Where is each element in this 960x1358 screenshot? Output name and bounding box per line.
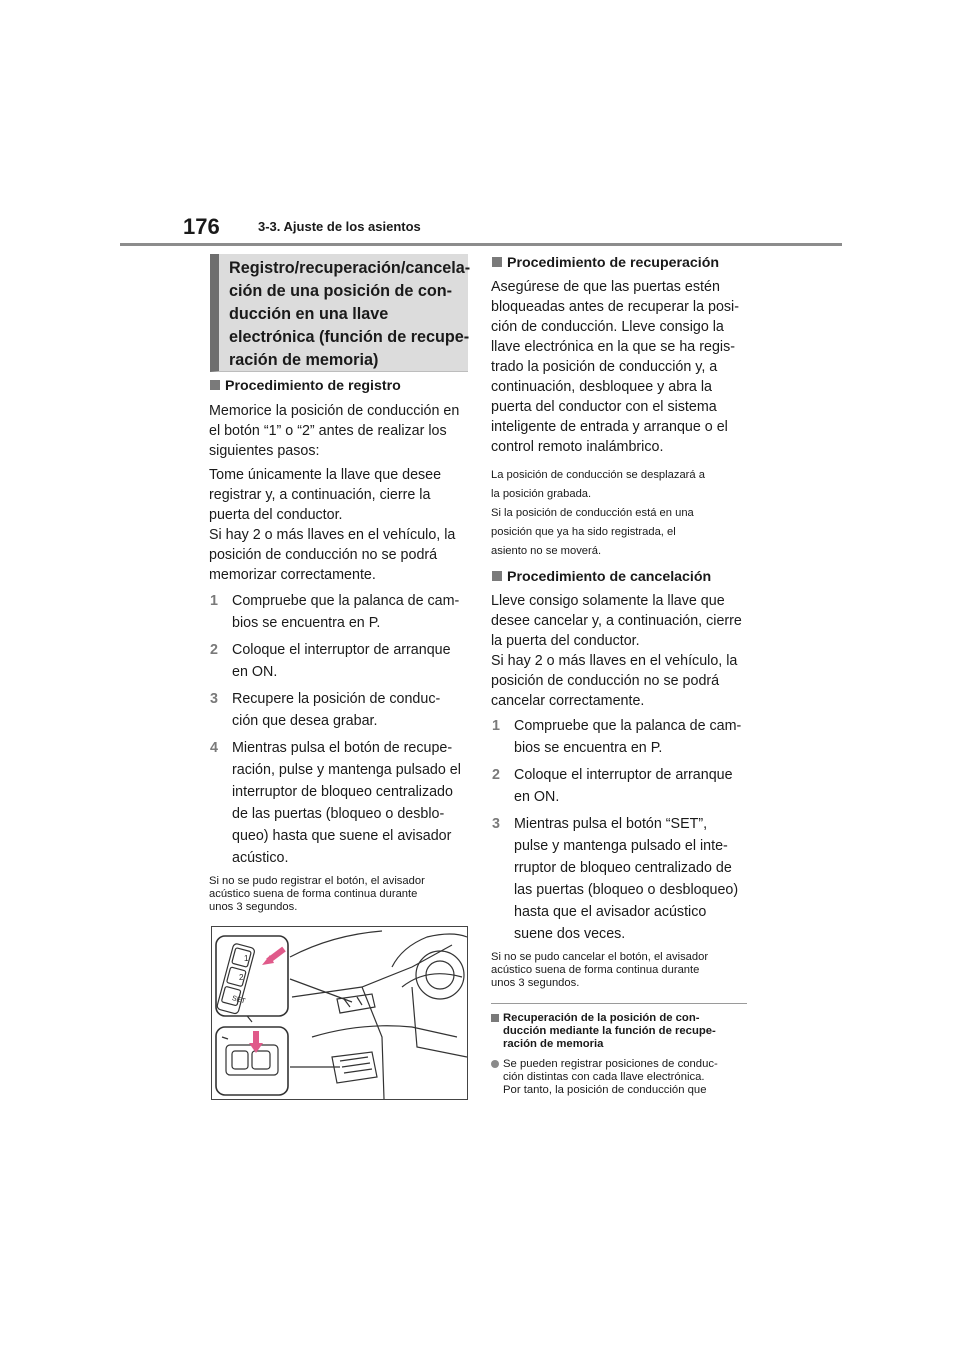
button-label-2: 2: [239, 973, 244, 982]
step-number: 3: [210, 691, 218, 707]
text-line: ducción mediante la función de recupe-: [503, 1025, 716, 1037]
step-number: 2: [210, 642, 218, 658]
text-line: acústico.: [232, 850, 289, 866]
text-line: siguientes pasos:: [209, 443, 320, 459]
text-line: en ON.: [514, 789, 560, 805]
text-line: Coloque el interruptor de arranque: [232, 642, 451, 658]
button-label-set: SET: [231, 995, 247, 1006]
heading-line: ción de una posición de con-: [229, 282, 453, 300]
text-line: Recuperación de la posición de con-: [503, 1012, 700, 1024]
recuperacion-title: Procedimiento de recuperación: [507, 255, 720, 271]
square-bullet-icon: [492, 571, 502, 581]
step-number: 4: [210, 740, 218, 756]
text-line: el botón “1” o “2” antes de realizar los: [209, 423, 447, 439]
registro-paragraph-2: [209, 465, 469, 585]
cancelacion-paragraph: [491, 591, 751, 711]
registro-step-1: [209, 590, 469, 634]
text-line: continuación, desbloquee y abra la: [491, 379, 712, 395]
text-line: La posición de conducción se desplazará a: [491, 469, 705, 481]
text-line: la puerta del conductor.: [491, 633, 640, 649]
text-line: bloqueadas antes de recuperar la posi-: [491, 299, 739, 315]
text-line: Compruebe que la palanca de cam-: [514, 718, 742, 734]
text-line: ción que desea grabar.: [232, 713, 378, 729]
section-heading: [229, 257, 471, 372]
recuperacion-subheading: [491, 253, 751, 273]
text-line: Coloque el interruptor de arranque: [514, 767, 733, 783]
text-line: acústico suena de forma continua durante: [491, 964, 700, 976]
step-number: 3: [492, 816, 500, 832]
door-switch-illustration: [211, 926, 468, 1100]
square-bullet-icon: [210, 380, 220, 390]
text-line: ción de conducción. Lleve consigo la: [491, 319, 724, 335]
text-line: desee cancelar y, a continuación, cierre: [491, 613, 742, 629]
square-bullet-icon: [492, 257, 502, 267]
text-line: Si no se pudo registrar el botón, el avisador: [209, 875, 425, 887]
heading-line: ducción en una llave: [229, 305, 389, 323]
registro-step-2: [209, 639, 469, 683]
text-line: Si hay 2 o más llaves en el vehículo, la: [209, 527, 456, 543]
cancelacion-step-3: [491, 813, 751, 945]
round-bullet-icon: [491, 1060, 499, 1068]
cancelacion-step-2: [491, 764, 751, 808]
text-line: asiento no se moverá.: [491, 545, 602, 557]
text-line: posición de conducción no se podrá: [491, 673, 720, 689]
illustration-drawing: [212, 927, 467, 1099]
text-line: acústico suena de forma continua durante: [209, 888, 418, 900]
text-line: bios se encuentra en P.: [514, 740, 663, 756]
text-line: Si no se pudo cancelar el botón, el avisador: [491, 951, 709, 963]
text-line: Por tanto, la posición de conducción que: [503, 1084, 707, 1096]
text-line: suene dos veces.: [514, 926, 626, 942]
recuperacion-paragraph: [491, 277, 751, 457]
text-line: Tome únicamente la llave que desee: [209, 467, 442, 483]
text-line: pulse y mantenga pulsado el inte-: [514, 838, 728, 854]
heading-line: electrónica (función de recupe-: [229, 328, 470, 346]
text-line: unos 3 segundos.: [491, 977, 580, 989]
registro-title: Procedimiento de registro: [225, 378, 401, 394]
text-line: Memorice la posición de conducción en: [209, 403, 460, 419]
text-line: Compruebe que la palanca de cam-: [232, 593, 460, 609]
text-line: queo) hasta que suene el avisador: [232, 828, 452, 844]
header-rule: [120, 243, 842, 246]
text-line: puerta del conductor con el sistema: [491, 399, 717, 415]
section-heading-box: [210, 254, 471, 372]
text-line: de las puertas (bloqueo o desblo-: [232, 806, 445, 822]
left-column: [209, 376, 469, 914]
text-line: Lleve consigo solamente la llave que: [491, 593, 725, 609]
text-line: ración de memoria: [503, 1038, 604, 1050]
text-line: memorizar correctamente.: [209, 567, 376, 583]
text-line: puerta del conductor.: [209, 507, 343, 523]
text-line: registrar y, a continuación, cierre la: [209, 487, 431, 503]
text-line: hasta que el avisador acústico: [514, 904, 707, 920]
registro-note: [209, 875, 469, 914]
cancelacion-subheading: [491, 567, 751, 587]
cancelacion-note: [491, 951, 751, 990]
square-bullet-icon: [491, 1014, 499, 1022]
step-number: 1: [210, 593, 218, 609]
step-number: 2: [492, 767, 500, 783]
right-column: [491, 253, 751, 990]
text-line: Mientras pulsa el botón “SET”,: [514, 816, 708, 832]
page-number: 176: [183, 214, 220, 239]
text-line: Asegúrese de que las puertas estén: [491, 279, 720, 295]
recuperacion-note: [491, 466, 751, 561]
registro-paragraph-1: [209, 401, 469, 461]
text-line: Recupere la posición de conduc-: [232, 691, 441, 707]
notes-section: [491, 1012, 753, 1097]
registro-subheading: [209, 376, 469, 396]
registro-step-3: [209, 688, 469, 732]
notes-item: [491, 1058, 753, 1097]
cancelacion-step-1: [491, 715, 751, 759]
text-line: la posición grabada.: [491, 488, 592, 500]
text-line: ración, pulse y mantenga pulsado el: [232, 762, 461, 778]
text-line: bios se encuentra en P.: [232, 615, 381, 631]
text-line: Si hay 2 o más llaves en el vehículo, la: [491, 653, 738, 669]
text-line: Si la posición de conducción está en una: [491, 507, 694, 519]
text-line: las puertas (bloqueo o desbloqueo): [514, 882, 739, 898]
text-line: cancelar correctamente.: [491, 693, 645, 709]
button-label-1: 1: [244, 954, 249, 963]
text-line: Mientras pulsa el botón de recupe-: [232, 740, 453, 756]
text-line: posición que ya ha sido registrada, el: [491, 526, 676, 538]
text-line: posición de conducción no se podrá: [209, 547, 438, 563]
step-number: 1: [492, 718, 500, 734]
text-line: control remoto inalámbrico.: [491, 439, 664, 455]
text-line: en ON.: [232, 664, 278, 680]
text-line: trado la posición de conducción y, a: [491, 359, 718, 375]
notes-heading: [491, 1012, 753, 1051]
text-line: llave electrónica en la que se ha regis-: [491, 339, 735, 355]
heading-line: ración de memoria): [229, 351, 379, 369]
text-line: ción distintas con cada llave electrónica.: [503, 1071, 705, 1083]
notes-divider: [491, 1003, 747, 1004]
text-line: rruptor de bloqueo centralizado de: [514, 860, 732, 876]
text-line: inteligente de entrada y arranque o el: [491, 419, 728, 435]
heading-line: Registro/recuperación/cancela-: [229, 259, 471, 277]
text-line: Se pueden registrar posiciones de conduc-: [503, 1058, 718, 1070]
cancelacion-title: Procedimiento de cancelación: [507, 569, 712, 585]
text-line: interruptor de bloqueo centralizado: [232, 784, 453, 800]
text-line: unos 3 segundos.: [209, 901, 298, 913]
section-title: 3-3. Ajuste de los asientos: [258, 219, 421, 234]
registro-step-4: [209, 737, 469, 869]
